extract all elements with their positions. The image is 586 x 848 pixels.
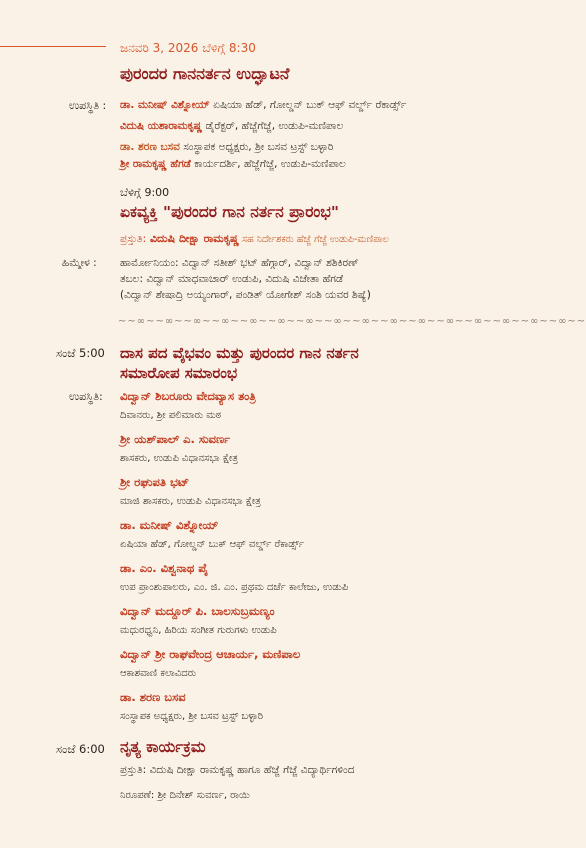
ornamental-divider: ~~∞~~∞~~∞~~∞~~∞~~∞~~∞~~∞~~∞~~∞~~∞~~∞~~∞~~∞~~∞~~∞~~ — [118, 316, 586, 327]
guest-name: ವಿದ್ವಾನ್ ಶ್ರೀ ರಾಘವೇಂದ್ರ ಆಚಾರ್ಯ, ಮಣಿಪಾಲ — [120, 647, 301, 661]
accompaniment-line: ತಬಲ: ವಿದ್ವಾನ್ ಮಾಧವಾಚಾರ್ ಉಡುಪಿ, ವಿದುಷಿ ವಿಜೇತಾ ಹೆಗಡೆ — [120, 273, 344, 285]
presence-label: ಉಪಸ್ಥಿತಿ : — [69, 99, 107, 112]
guest-name: ಡಾ. ಎಂ. ವಿಶ್ವನಾಥ ಪೈ — [120, 561, 209, 575]
evening-title-line2: ಸಮಾರೋಪ ಸಮಾರಂಭ — [120, 364, 238, 382]
guest-entry — [120, 518, 304, 550]
inaug-row — [120, 141, 333, 154]
guest-name: ಡಾ. ಶರಣ ಬಸವ — [120, 141, 180, 153]
guest-name: ವಿದ್ವಾನ್ ಮದ್ದೂರ್ ಪಿ. ಬಾಲಸುಬ್ರಮಣ್ಯಂ — [120, 604, 275, 618]
accompaniment-line: ಹಾರ್ಮೋನಿಯಂ: ವಿದ್ವಾನ್ ಸತೀಶ್ ಭಟ್ ಹೆಗ್ಗಾರ್, ವಿದ್ವಾನ್ ಶಶಿಕಿರಣ್ — [120, 257, 359, 269]
presenter-desc: ಸಹ ನಿರ್ದೇಶಕರು ಹೆಜ್ಜೆ ಗೆಜ್ಜೆ ಉಡುಪಿ-ಮಣಿಪಾಲ — [239, 234, 389, 245]
guest-desc: ಡೈರೆಕ್ಟರ್, ಹೆಜ್ಜೆಗೆಜ್ಜೆ, ಉಡುಪಿ-ಮಣಿಪಾಲ — [202, 120, 344, 132]
guest-desc: ಸಂಸ್ಥಾಪಕ ಅಧ್ಯಕ್ಷರು, ಶ್ರೀ ಬಸವ ಟ್ರಸ್ಟ್ ಬಳ್ಳಾರಿ — [179, 141, 334, 153]
inaug-row — [120, 99, 406, 112]
guest-role: ಸಂಸ್ಥಾಪಕ ಅಧ್ಯಕ್ಷರು, ಶ್ರೀ ಬಸವ ಟ್ರಸ್ಟ್ ಬಳ್ಳಾರಿ — [120, 711, 264, 722]
guest-entry — [120, 561, 348, 593]
guest-name: ಡಾ. ಮನೀಷ್ ವಿಶ್ನೋಯ್ — [120, 99, 210, 111]
solo-presented — [120, 232, 389, 246]
dance-time: ಸಂಜೆ 6:00 — [56, 742, 105, 756]
dance-host: ನಿರೂಪಣೆ: ಶ್ರೀ ದಿನೇಶ್ ಸುವರ್ಣ, ರಾಯಿ — [120, 790, 250, 801]
accompaniment-label: ಹಿಮ್ಮೇಳ : — [62, 257, 97, 269]
guest-entry — [120, 475, 261, 507]
guest-entry — [120, 690, 263, 722]
guest-entry — [120, 647, 300, 679]
guest-desc: ಏಷಿಯಾ ಹೆಡ್, ಗೋಲ್ಡನ್ ಬುಕ್ ಆಫ್ ವರ್ಲ್ಡ್ ರೆಕಾರ್ಡ್ಸ್ — [209, 99, 407, 111]
guest-name: ಡಾ. ಶರಣ ಬಸವ — [120, 690, 186, 704]
guest-name: ಶ್ರೀ ರಾಮಕೃಷ್ಣ ಹೆಗಡೆ — [120, 158, 191, 170]
guest-name: ವಿದ್ವಾನ್ ಶಿಬರೂರು ವೇದವ್ಯಾಸ ತಂತ್ರಿ — [120, 389, 256, 403]
guest-role: ಆಕಾಶವಾಣಿ ಕಲಾವಿದರು — [120, 668, 197, 679]
guest-role: ಮಾಜಿ ಶಾಸಕರು, ಉಡುಪಿ ವಿಧಾನಸಭಾ ಕ್ಷೇತ್ರ — [120, 496, 261, 507]
inaug-row — [120, 158, 346, 171]
accent-rule — [0, 46, 106, 47]
guest-name: ವಿದುಷಿ ಯಶಾರಾಮಕೃಷ್ಣ — [120, 120, 203, 132]
guest-role: ದಿವಾನರು, ಶ್ರೀ ಪಲಿಮಾರು ಮಠ — [120, 410, 222, 421]
guest-entry — [120, 604, 277, 636]
guest-role: ಮಧುರಧ್ವನಿ, ಹಿರಿಯ ಸಂಗೀತ ಗುರುಗಳು ಉಡುಪಿ — [120, 625, 277, 636]
inaug-row — [120, 120, 343, 133]
evening-time: ಸಂಜೆ 5:00 — [56, 346, 105, 360]
event-date: ಜನವರಿ 3, 2026 ಬೆಳಿಗ್ಗೆ 8:30 — [120, 41, 256, 55]
solo-time: ಬೆಳಿಗ್ಗೆ 9:00 — [120, 186, 170, 199]
guest-role: ಶಾಸಕರು, ಉಡುಪಿ ವಿಧಾನಸಭಾ ಕ್ಷೇತ್ರ — [120, 453, 238, 464]
accompaniment-line: (ವಿದ್ವಾನ್ ಶೇಷಾದ್ರಿ ಅಯ್ಯಂಗಾರ್, ಪಂಡಿತ್ ಯೋಗೇಶ್ ಸಂಶಿ ಯವರ ಶಿಷ್ಯೆ) — [120, 289, 371, 301]
guest-entry — [120, 389, 256, 421]
dance-title: ನೃತ್ಯ ಕಾರ್ಯಕ್ರಮ — [120, 738, 206, 756]
evening-title — [120, 343, 359, 383]
guest-name: ಶ್ರೀ ಯಶ್‌ಪಾಲ್ ಎ. ಸುವರ್ಣ — [120, 432, 231, 446]
guest-role: ಉಪ ಪ್ರಾಂಶುಪಾಲರು, ಎಂ. ಜಿ. ಎಂ. ಪ್ರಥಮ ದರ್ಜೆ ಕಾಲೇಜು, ಉಡುಪಿ — [120, 582, 349, 593]
evening-title-line1: ದಾಸ ಪದ ವೈಭವಂ ಮತ್ತು ಪುರಂದರ ಗಾನ ನರ್ತನ — [120, 344, 359, 362]
solo-title: ಏಕವ್ಯಕ್ತಿ "ಪುರಂದರ ಗಾನ ನರ್ತನ ಪ್ರಾರಂಭ" — [120, 203, 339, 221]
guest-name: ಶ್ರೀ ರಘುಪತಿ ಭಟ್ — [120, 475, 190, 489]
presence-label: ಉಪಸ್ಥಿತಿ: — [69, 390, 103, 403]
guest-entry — [120, 432, 238, 464]
guest-role: ಏಷಿಯಾ ಹೆಡ್, ಗೋಲ್ಡನ್ ಬುಕ್ ಆಫ್ ವರ್ಲ್ಡ್ ರೆಕಾರ್ಡ್ಸ್ — [120, 539, 305, 550]
presented-label: ಪ್ರಸ್ತುತಿ: — [120, 233, 147, 245]
guest-desc: ಕಾರ್ಯದರ್ಶಿ, ಹೆಜ್ಜೆಗೆಜ್ಜೆ, ಉಡುಪಿ-ಮಣಿಪಾಲ — [190, 158, 346, 170]
guest-name: ಡಾ. ಮನೀಷ್ ವಿಶ್ನೋಯ್ — [120, 518, 219, 532]
dance-presented: ಪ್ರಸ್ತುತಿ: ವಿದುಷಿ ದೀಕ್ಷಾ ರಾಮಕೃಷ್ಣ ಹಾಗೂ ಹೆಜ್ಜೆ ಗೆಜ್ಜೆ ವಿದ್ಯಾರ್ಥಿಗಳಿಂದ — [120, 764, 355, 776]
inauguration-title: ಪುರಂದರ ಗಾನನರ್ತನ ಉದ್ಘಾಟನೆ — [120, 64, 290, 83]
presenter-name: ವಿದುಷಿ ದೀಕ್ಷಾ ರಾಮಕೃಷ್ಣ — [146, 232, 240, 245]
